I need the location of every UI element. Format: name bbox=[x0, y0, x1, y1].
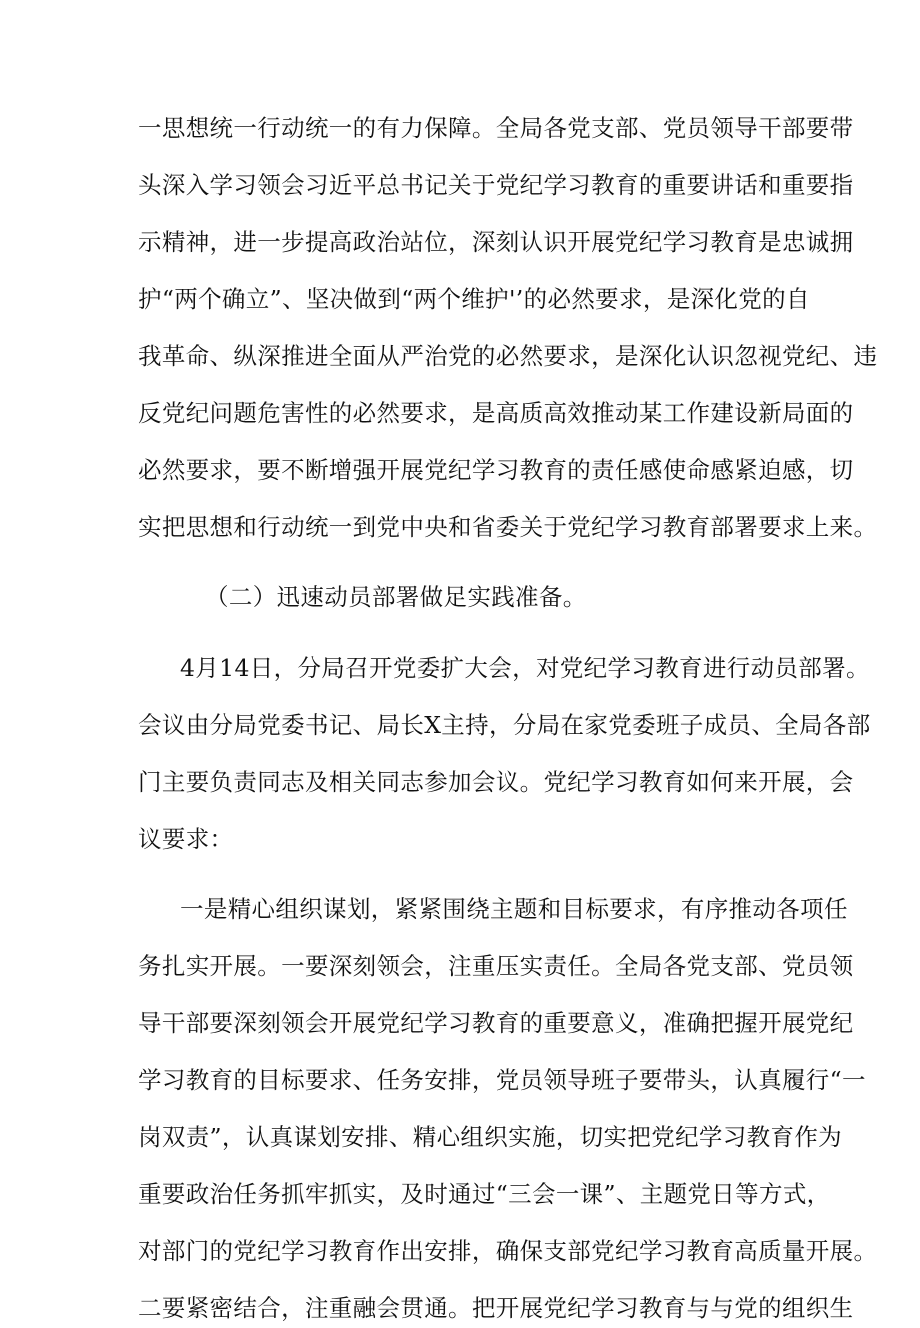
text-line: 对部门的党纪学习教育作出安排，确保支部党纪学习教育高质量开展。 bbox=[138, 1237, 878, 1265]
text-line: 一思想统一行动统一的有力保障。全局各党支部、党员领导干部要带 bbox=[138, 114, 854, 142]
text-line: 必然要求，要不断增强开展党纪学习教育的责任感使命感紧迫感，切 bbox=[138, 456, 854, 484]
text-line: 门主要负责同志及相关同志参加会议。党纪学习教育如何来开展，会 bbox=[138, 768, 854, 796]
text-line: 学习教育的目标要求、任务安排，党员领导班子要带头，认真履行“一 bbox=[138, 1066, 866, 1094]
text-line: 我革命、纵深推进全面从严治党的必然要求，是深化认识忽视党纪、违 bbox=[138, 342, 878, 370]
text-line: 岗双责”，认真谋划安排、精心组织实施，切实把党纪学习教育作为 bbox=[138, 1123, 843, 1151]
text-line: 实把思想和行动统一到党中央和省委关于党纪学习教育部署要求上来。 bbox=[138, 513, 878, 541]
text-line: 头深入学习领会习近平总书记关于党纪学习教育的重要讲话和重要指 bbox=[138, 171, 854, 199]
section-heading: （二）迅速动员部署做足实践准备。 bbox=[205, 583, 587, 611]
text-line: 会议由分局党委书记、局长X主持，分局在家党委班子成员、全局各部 bbox=[138, 711, 871, 739]
text-line: 护“两个确立”、坚决做到“两个维护'’的必然要求，是深化党的自 bbox=[138, 285, 810, 313]
text-line: 示精神，进一步提高政治站位，深刻认识开展党纪学习教育是忠诚拥 bbox=[138, 228, 854, 256]
text-line: 二要紧密结合，注重融会贯通。把开展党纪学习教育与与党的组织生 bbox=[138, 1294, 854, 1322]
text-line: 一是精心组织谋划，紧紧围绕主题和目标要求，有序推动各项任 bbox=[180, 895, 848, 923]
text-line: 导干部要深刻领会开展党纪学习教育的重要意义，准确把握开展党纪 bbox=[138, 1009, 854, 1037]
text-line: 重要政治任务抓牢抓实，及时通过“三会一课”、主题党日等方式， bbox=[138, 1180, 831, 1208]
text-line: 4月14日，分局召开党委扩大会，对党纪学习教育进行动员部署。 bbox=[180, 654, 870, 682]
text-line: 务扎实开展。一要深刻领会，注重压实责任。全局各党支部、党员领 bbox=[138, 952, 854, 980]
text-line: 反党纪问题危害性的必然要求，是高质高效推动某工作建设新局面的 bbox=[138, 399, 854, 427]
text-line: 议要求： bbox=[138, 825, 234, 853]
